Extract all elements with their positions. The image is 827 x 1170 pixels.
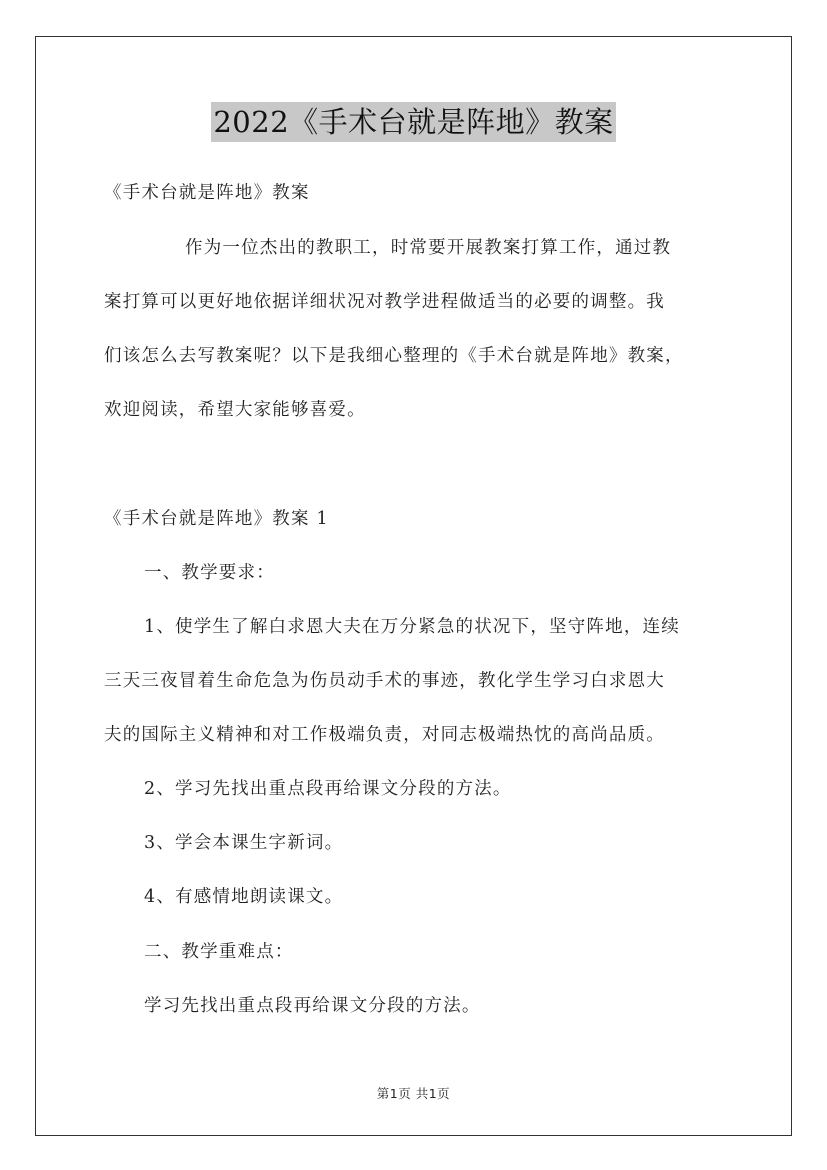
requirement-item: 3、学会本课生字新词。 (144, 833, 344, 853)
intro-line: 们该怎么去写教案呢？以下是我细心整理的《手术台就是阵地》教案， (104, 346, 684, 366)
intro-line: 案打算可以更好地依据详细状况对教学进程做适当的必要的调整。我 (104, 292, 665, 312)
requirement-item: 4、有感情地朗读课文。 (144, 887, 344, 907)
section-title: 《手术台就是阵地》教案 1 (104, 509, 329, 529)
key-point-text: 学习先找出重点段再给课文分段的方法。 (144, 996, 481, 1016)
requirement-line: 1、使学生了解白求恩大夫在万分紧急的状况下，坚守阵地，连续 (144, 617, 680, 637)
page-footer: 第1页 共1页 (376, 1086, 451, 1101)
title-container (0, 102, 827, 142)
intro-line: 欢迎阅读，希望大家能够喜爱。 (104, 400, 366, 420)
heading-key-points: 二、教学重难点： (144, 942, 294, 962)
document-subtitle: 《手术台就是阵地》教案 (104, 183, 310, 203)
intro-line: 作为一位杰出的教职工，时常要开展教案打算工作，通过教 (185, 238, 672, 258)
requirement-line: 三天三夜冒着生命危急为伤员动手术的事迹，教化学生学习白求恩大 (104, 671, 665, 691)
document-title: 2022《手术台就是阵地》教案 (211, 102, 615, 142)
requirement-item: 2、学习先找出重点段再给课文分段的方法。 (144, 779, 512, 799)
requirement-line: 夫的国际主义精神和对工作极端负责，对同志极端热忱的高尚品质。 (104, 725, 665, 745)
heading-teaching-requirements: 一、教学要求： (144, 563, 275, 583)
